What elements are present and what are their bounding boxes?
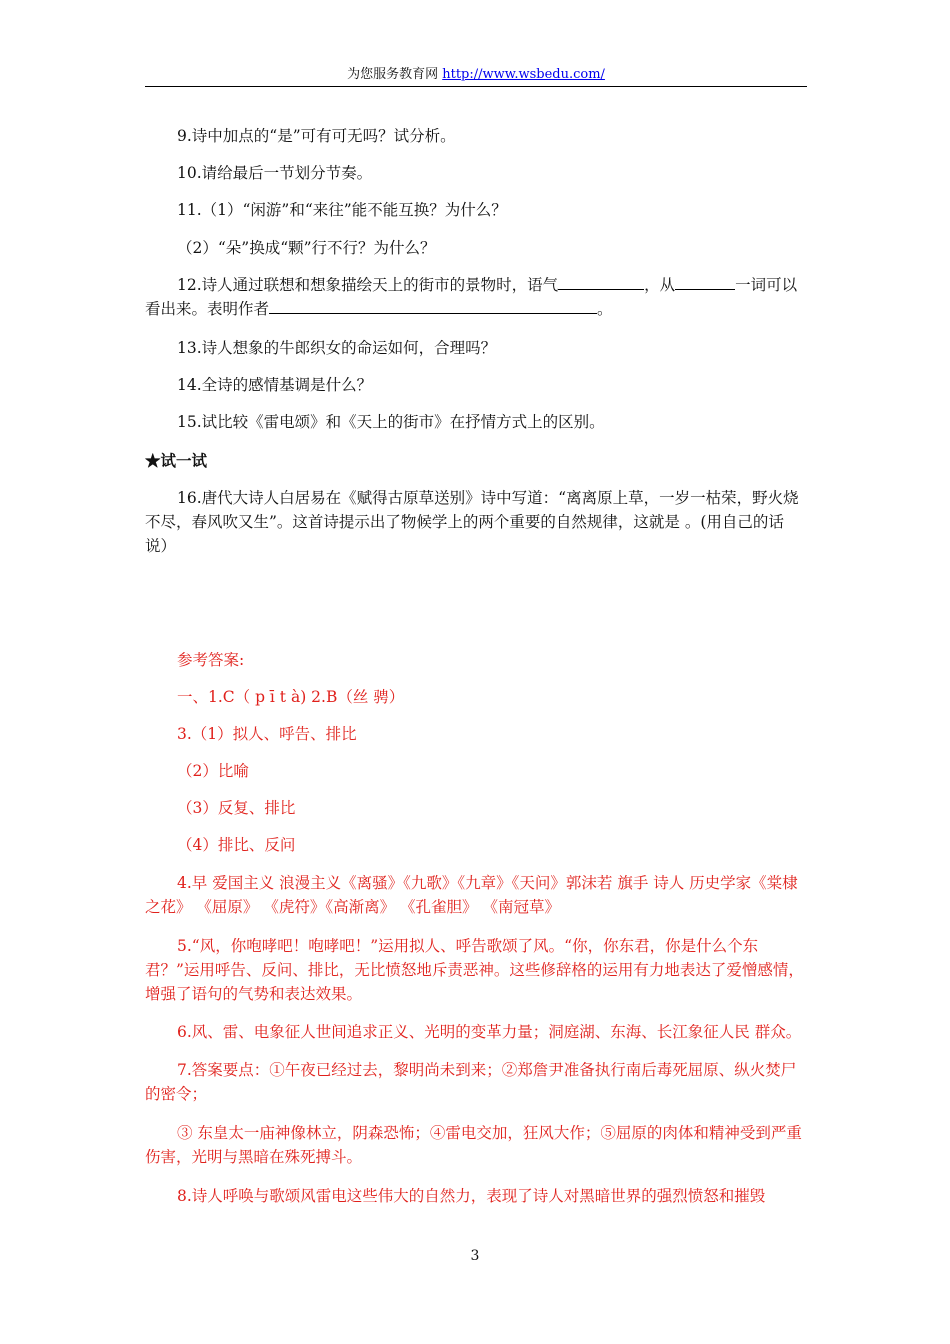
question-12-part-a: 12.诗人通过联想和想象描绘天上的街市的景物时，语气 — [177, 276, 559, 294]
page-number: 3 — [470, 1248, 480, 1264]
answer-blank[interactable] — [558, 273, 644, 290]
answer-3-1: 3.（1）拟人、呼告、排比 — [177, 725, 357, 743]
answer-7-2: ③ 东皇太一庙神像林立，阴森恐怖；④雷电交加，狂风大作；⑤屈原的肉体和精神受到严重伤害，光明与黑暗在殊死搏斗。 — [145, 1124, 802, 1166]
answer-1-2: 一、1.C（ p ī t à) 2.B（丝 骋） — [177, 688, 405, 706]
header-site-name: 为您服务教育网 — [347, 67, 439, 82]
question-11-1: 11.（1）“闲游”和“来往”能不能互换？为什么？ — [177, 201, 507, 219]
question-12-part-b: ，从 — [644, 276, 676, 294]
answer-blank[interactable] — [269, 297, 597, 314]
question-14: 14.全诗的感情基调是什么？ — [177, 376, 373, 394]
answer-3-4: （4）排比、反问 — [177, 836, 296, 854]
question-10: 10.请给最后一节划分节奏。 — [177, 164, 373, 182]
answer-3-3: （3）反复、排比 — [177, 799, 296, 817]
question-12-part-d: 。 — [597, 300, 613, 318]
answer-5: 5.“风，你咆哮吧！咆哮吧！”运用拟人、呼告歌颂了风。“你，你东君，你是什么个东君？”运用呼告、反问、排比，无比愤怒地斥责恶神。这些修辞格的运用有力地表达了爱憎感情，增强了语句的气势和表达效果。 — [145, 937, 804, 1003]
question-11-2: （2）“朵”换成“颗”行不行？为什么？ — [177, 239, 436, 257]
question-9: 9.诗中加点的“是”可有可无吗？试分析。 — [177, 127, 456, 145]
answer-blank[interactable] — [675, 273, 735, 290]
answer-6: 6.风、雷、电象征人世间追求正义、光明的变革力量；洞庭湖、东海、长江象征人民 群众。 — [177, 1023, 802, 1041]
answer-3-2: （2）比喻 — [177, 762, 249, 780]
page-header — [145, 66, 807, 87]
try-section-title: ★试一试 — [145, 451, 208, 470]
header-url-link[interactable]: http://www.wsbedu.com/ — [442, 67, 605, 82]
answers-title: 参考答案: — [177, 651, 245, 669]
answer-7-1: 7.答案要点：①午夜已经过去，黎明尚未到来；②郑詹尹准备执行南后毒死屈原、纵火焚尸的密令； — [145, 1061, 797, 1103]
question-12-part-c: 一词可以看出来。表明作者 — [145, 276, 798, 318]
question-15: 15.试比较《雷电颂》和《天上的街市》在抒情方式上的区别。 — [177, 413, 605, 431]
answer-4: 4.早 爱国主义 浪漫主义《离骚》《九歌》《九章》《天问》郭沫若 旗手 诗人 历史学家《棠棣之花》 《屈原》 《虎符》《高渐离》 《孔雀胆》 《南冠草》 — [145, 874, 798, 916]
question-12 — [145, 273, 807, 321]
question-13: 13.诗人想象的牛郎织女的命运如何，合理吗？ — [177, 339, 497, 357]
answer-8: 8.诗人呼唤与歌颂风雷电这些伟大的自然力，表现了诗人对黑暗世界的强烈愤怒和摧毁 — [177, 1187, 766, 1205]
question-16: 16.唐代大诗人白居易在《赋得古原草送别》诗中写道：“离离原上草，一岁一枯荣，野火烧不尽，春风吹又生”。这首诗提示出了物候学上的两个重要的自然规律，这就是 。(用自己的话说） — [145, 489, 799, 555]
